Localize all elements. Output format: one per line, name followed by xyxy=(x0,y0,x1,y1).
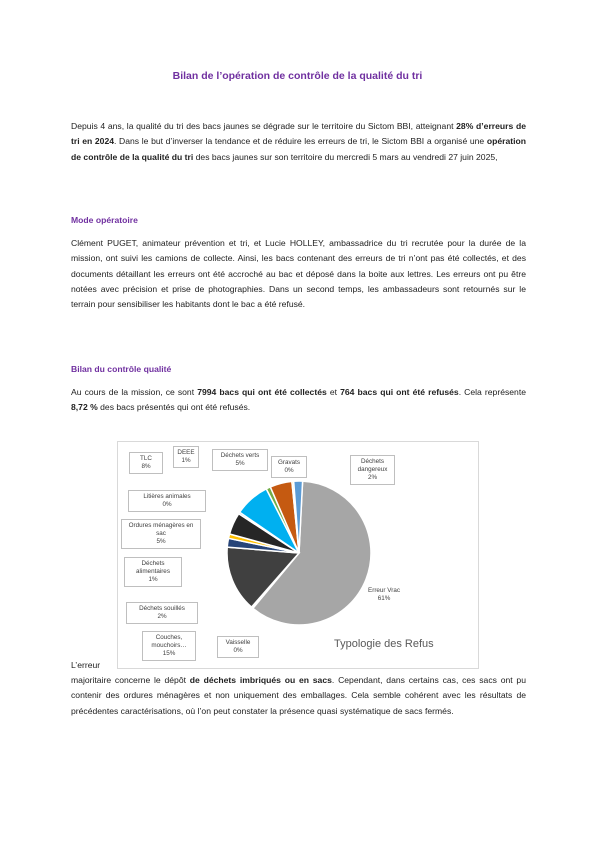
label-couches: Couches, mouchoirs… 15% xyxy=(142,631,196,661)
bilan-bold-1: 7994 bacs qui ont été collectés xyxy=(197,387,327,397)
conclusion-bold-1: de déchets imbriqués ou en sacs xyxy=(189,675,332,685)
mode-paragraph: Clément PUGET, animateur prévention et tri, et Lucie HOLLEY, ambassadrice du tri recrutée pour la durée de la mission, ont suivi les camions de collecte. Ainsi, les bacs contenant des erreurs de tri n’ont pas été collectés, et des documents détaillant les erreurs ont été accroché au bac et déposé dans la boite aux lettres. Les erreurs ont pu être notées avec précision et prise de photographies. Dans un second temps, les ambassadeurs sont retournés sur le terrain pour sensibiliser les habitants dont le bac a été refusé. xyxy=(71,238,526,310)
bilan-text-1: Au cours de la mission, ce sont xyxy=(71,387,198,397)
intro-bold-1: 28% d’erreurs de tri en 2024 xyxy=(71,121,526,147)
chart-title: Typologie des Refus xyxy=(334,638,434,650)
label-dechets-alimentaires: Déchets alimentaires 1% xyxy=(124,557,182,587)
refusal-pie-chart xyxy=(117,441,479,669)
label-tlc: TLC 8% xyxy=(129,452,163,474)
section-heading-mode: Mode opératoire xyxy=(71,215,138,225)
intro-paragraph xyxy=(71,119,526,165)
label-litieres: Litières animales 0% xyxy=(128,490,206,512)
document-title: Bilan de l’opération de contrôle de la qualité du tri xyxy=(172,70,423,82)
label-deee: DEEE 1% xyxy=(173,446,199,468)
bilan-text-4: des bacs présentés qui ont été refusés. xyxy=(97,402,251,413)
erreur-lead: L’erreur xyxy=(71,660,101,670)
label-vaisselle: Vaisselle 0% xyxy=(217,636,259,658)
bilan-text-2: et xyxy=(326,387,341,397)
label-erreur-vrac: Erreur Vrac 61% xyxy=(368,587,400,602)
intro-bold-2: opération de contrôle de la qualité du tri xyxy=(71,136,526,162)
section-heading-bilan: Bilan du contrôle qualité xyxy=(71,364,172,374)
label-dechets-dangereux: Déchets dangereux 2% xyxy=(350,455,395,485)
bilan-bold-3: 8,72 % xyxy=(71,402,98,413)
conclusion-text-2: . Cependant, dans certains cas, ces sacs ont pu contenir des ordures ménagères et non uniquement des emballages. Cela semble cohérent avec les résultats de précédentes caractérisations, où l’on peut constater la présence quasi systématique de sacs fermés. xyxy=(71,675,526,716)
bilan-text-3: . Cela représente xyxy=(458,387,526,397)
intro-text-1: Depuis 4 ans, la qualité du tri des bacs jaunes se dégrade sur le territoire du Sictom BBI, atteignant xyxy=(71,121,457,131)
bilan-paragraph xyxy=(71,385,526,416)
label-gravats: Gravats 0% xyxy=(271,456,307,478)
bilan-bold-2: 764 bacs qui ont été refusés xyxy=(340,387,459,397)
intro-text-3: des bacs jaunes sur son territoire du mercredi 5 mars au vendredi 27 juin 2025, xyxy=(193,151,498,162)
intro-text-2: . Dans le but d’inverser la tendance et de réduire les erreurs de tri, le Sictom BBI a organisé une xyxy=(114,136,487,147)
label-dechets-souilles: Déchets souillés 2% xyxy=(126,602,198,624)
label-ordures-menageres: Ordures ménagères en sac 5% xyxy=(121,519,201,549)
conclusion-text-1: majoritaire concerne le dépôt xyxy=(71,675,190,685)
label-dechets-verts: Déchets verts 5% xyxy=(212,449,268,471)
conclusion-paragraph xyxy=(71,673,526,719)
